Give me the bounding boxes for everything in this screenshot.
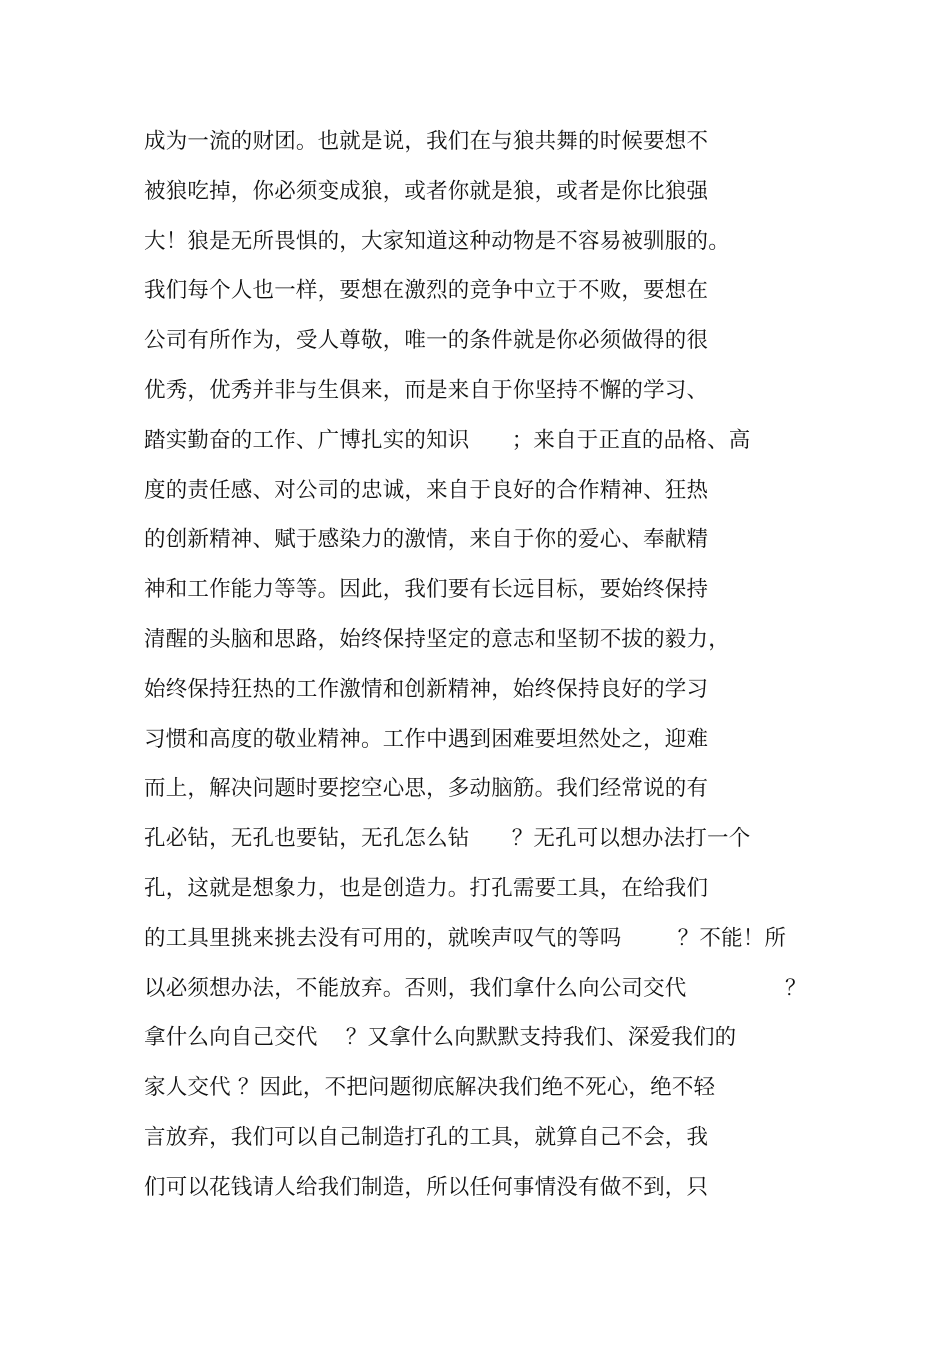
text-line: 以必须想办法，不能放弃。否则，我们拿什么向公司交代 ？	[144, 975, 807, 1001]
text-line: 们可以花钱请人给我们制造，所以任何事情没有做不到，只	[144, 1174, 709, 1200]
text-line: 清醒的头脑和思路，始终保持坚定的意志和坚韧不拔的毅力，	[144, 626, 730, 652]
text-line: 大！狼是无所畏惧的，大家知道这种动物是不容易被驯服的。	[144, 228, 730, 254]
body-text	[144, 121, 844, 1217]
text-line: 踏实勤奋的工作、广博扎实的知识 ；来自于正直的品格、高	[144, 427, 751, 453]
text-line: 的工具里挑来挑去没有可用的，就唉声叹气的等吗 ？不能！所	[144, 925, 787, 951]
text-line: 被狼吃掉，你必须变成狼，或者你就是狼，或者是你比狼强	[144, 178, 709, 204]
text-line: 习惯和高度的敬业精神。工作中遇到困难要坦然处之，迎难	[144, 726, 709, 752]
text-line: 成为一流的财团。也就是说，我们在与狼共舞的时候要想不	[144, 129, 709, 154]
text-line: 拿什么向自己交代 ？又拿什么向默默支持我们、深爱我们的	[144, 1025, 737, 1051]
text-line: 优秀，优秀并非与生俱来，而是来自于你坚持不懈的学习、	[144, 377, 709, 403]
text-line: 家人交代 ？因此，不把问题彻底解决我们绝不死心，绝不轻	[144, 1075, 716, 1101]
text-line: 我们每个人也一样，要想在激烈的竞争中立于不败，要想在	[144, 278, 709, 304]
text-line: 孔必钻，无孔也要钻，无孔怎么钻 ？无孔可以想办法打一个	[144, 826, 751, 852]
text-line: 度的责任感、对公司的忠诚，来自于良好的合作精神、狂热	[144, 477, 709, 503]
text-line: 言放弃，我们可以自己制造打孔的工具，就算自己不会，我	[144, 1124, 709, 1150]
text-line: 的创新精神、赋于感染力的激情，来自于你的爱心、奉献精	[144, 527, 709, 553]
text-line: 始终保持狂热的工作激情和创新精神，始终保持良好的学习	[144, 676, 709, 702]
text-line: 公司有所作为，受人尊敬，唯一的条件就是你必须做得的很	[144, 328, 709, 354]
text-line: 而上，解决问题时要挖空心思，多动脑筋。我们经常说的有	[144, 776, 709, 802]
text-line: 神和工作能力等等。因此，我们要有长远目标，要始终保持	[144, 577, 709, 603]
text-line: 孔，这就是想象力，也是创造力。打孔需要工具，在给我们	[144, 875, 709, 901]
